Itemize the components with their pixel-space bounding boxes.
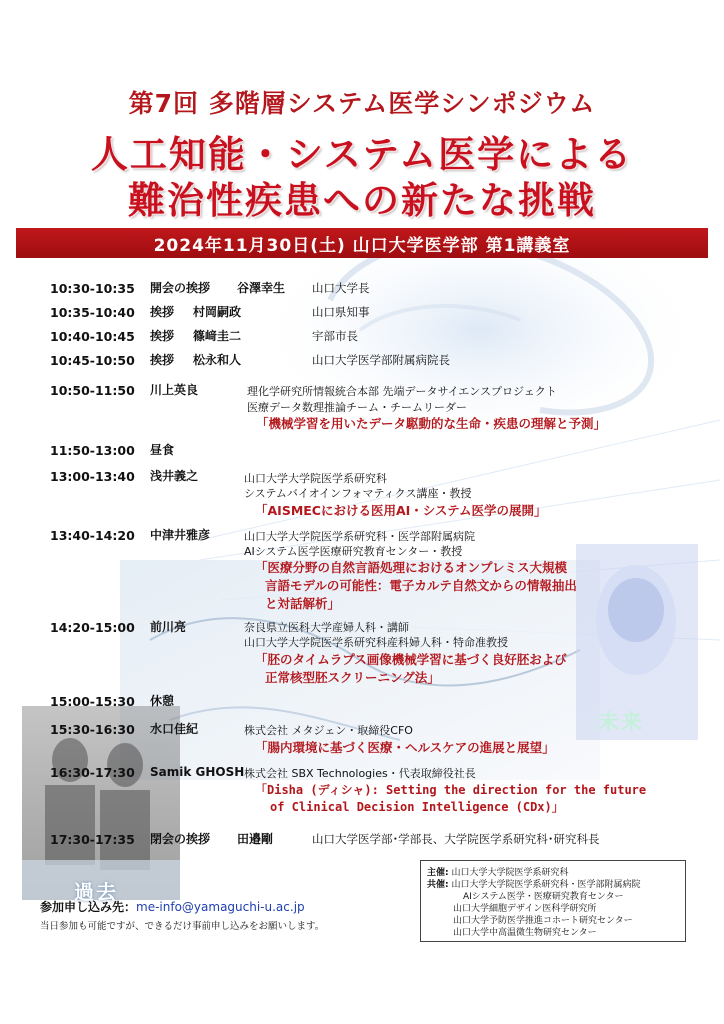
main-title-line2: 難治性疾患への新たな挑戦 (128, 179, 596, 222)
speaker-affiliation: システムバイオインフォマティクス講座・教授 (244, 487, 472, 500)
talk-title: of Clinical Decision Intelligence (CDx)」 (270, 800, 564, 814)
cohost-name: 山口大学中高温微生物研究センター (453, 928, 597, 938)
speaker-affiliation: 奈良県立医科大学産婦人科・講師 (244, 621, 409, 634)
speaker-affiliation: AIシステム医学医療研究教育センター・教授 (244, 545, 463, 558)
speaker-affiliation: 山口大学大学院医学系研究科 (244, 472, 387, 485)
talk-title: 「AISMECにおける医用AI・システム医学の展開」 (255, 503, 547, 518)
host-label: 主催: (427, 868, 449, 878)
talk-title: と対話解析」 (265, 596, 341, 611)
cohost-name: 山口大学大学院医学系研究科・医学部附属病院 (451, 880, 641, 890)
date-venue-text: 2024年11月30日(土) 山口大学医学部 第1講義室 (153, 235, 571, 256)
past-label: 過去 (74, 880, 118, 904)
speaker-affiliation: 理化学研究所情報統合本部 先端データサイエンスプロジェクト (247, 385, 557, 398)
speaker-affiliation: 株式会社 SBX Technologies・代表取締役社長 (244, 767, 476, 780)
talk-title: 「胚のタイムラプス画像機械学習に基づく良好胚および (255, 652, 567, 667)
talk-title: 「機械学習を用いたデータ駆動的な生命・疾患の理解と予測」 (256, 416, 607, 431)
talk-title: 「腸内環境に基づく医療・ヘルスケアの進展と展望」 (255, 740, 555, 755)
talk-title: 言語モデルの可能性：電子カルテ自然文からの情報抽出 (265, 578, 577, 593)
host-name: 山口大学大学院医学系研究科 (451, 868, 569, 878)
registration-contact (40, 898, 305, 915)
registration-note: 当日参加も可能ですが、できるだけ事前申し込みをお願いします。 (40, 921, 325, 932)
organizers-box (420, 860, 686, 942)
talk-title: 「Disha (ディシャ): Setting the direction for the future (255, 783, 647, 797)
speaker-affiliation: 山口大学大学院医学系研究科・医学部附属病院 (244, 530, 475, 543)
flyer: 第7回 多階層システム医学シンポジウム 人工知能・システム医学による 難治性疾患への新たな挑戦 2024年11月30日(土) 山口大学医学部 第1講義室 10:30-10:35 開会の挨拶 谷澤幸生 山口大学長 10:35-10:40 挨拶 村岡嗣政 山口県知事 10:40-10:45 挨拶 篠﨑圭二 宇部市長 10:45-10:50 挨拶 松永和人 山口大学医学部附属病院長 10:50-11:50 川上英良 理化学研究所情報統合本部 先端データサイエンスプロジェクト 医療データ数理推論チーム・チームリーダー 「機械学習を用いたデータ駆動的な生命・疾患の理解と予測」 11:50-13:00 昼食 13:00-13:40 浅井義之 山口大学大学院医学系研究科 システムバイオインフォマティクス講座・教授 「AISMECにおける医用AI・システム医学の展開」 13:40-14:20 中津井雅彦 山口大学大学院医学系研究科・医学部附属病院 AIシステム医学医療研究教育センター・教授 「医療分野の自然言語処理におけるオンプレミス大規模 言語モデルの可能性：電子カルテ自然文からの情報抽出 と対話解析」 14:20-15:00 前川亮 奈良県立医科大学産婦人科・講師 山口大学大学院医学系研究科産科婦人科・特命准教授 「胚のタイムラプス画像機械学習に基づく良好胚および 正常核型胚スクリーニング法」 15:00-15:30 休憩 15:30-16:30 水口佳紀 株式会社 メタジェン・取締役CFO 「腸内環境に基づく医療・ヘルスケアの進展と展望」 16:30-17:30 Samik GHOSH 株式会社 SBX Technologies・代表取締役社長 「Disha (ディシャ): Setting the direction for the future of Clinical Decision Intelligence (CDx)」 17:30-17:35 閉会の挨拶 田邉剛 山口大学医学部･学部長、大学院医学系研究科･研究科長 未来 過去 参加申し込み先：me-info@yamaguchi-u.ac.jp 当日参加も可能ですが、できるだけ事前申し込みをお願いします。 主催: 山口大学大学院医学系研究科 共催: 山口大学大学院医学系研究科・医学部附属病院 AIシステム医学・医療研究教育センター 山口大学細胞デザイン医科学研究所 山口大学予防医学推進コホート研究センター 山口大学中高温微生物研究センター (0, 0, 724, 1024)
date-venue-banner (16, 228, 708, 258)
main-title-line1: 人工知能・システム医学による (90, 133, 634, 176)
speaker-affiliation: 医療データ数理推論チーム・チームリーダー (247, 401, 467, 414)
cohost-name: 山口大学予防医学推進コホート研究センター (453, 916, 633, 926)
cohost-label: 共催: (427, 880, 449, 890)
symposium-subtitle: 第7回 多階層システム医学シンポジウム (128, 89, 596, 118)
speaker-affiliation: 山口大学大学院医学系研究科産科婦人科・特命准教授 (244, 636, 508, 649)
cohost-name: 山口大学細胞デザイン医科学研究所 (453, 904, 597, 914)
speaker-affiliation: 株式会社 メタジェン・取締役CFO (244, 724, 413, 737)
cohost-name: AIシステム医学・医療研究教育センター (463, 892, 624, 902)
future-label: 未来 (598, 710, 644, 734)
contact-email-link[interactable]: me-info@yamaguchi-u.ac.jp (136, 900, 305, 914)
talk-title: 正常核型胚スクリーニング法」 (265, 670, 440, 685)
contact-label: 参加申し込み先： (40, 900, 137, 914)
talk-title: 「医療分野の自然言語処理におけるオンプレミス大規模 (255, 560, 568, 575)
